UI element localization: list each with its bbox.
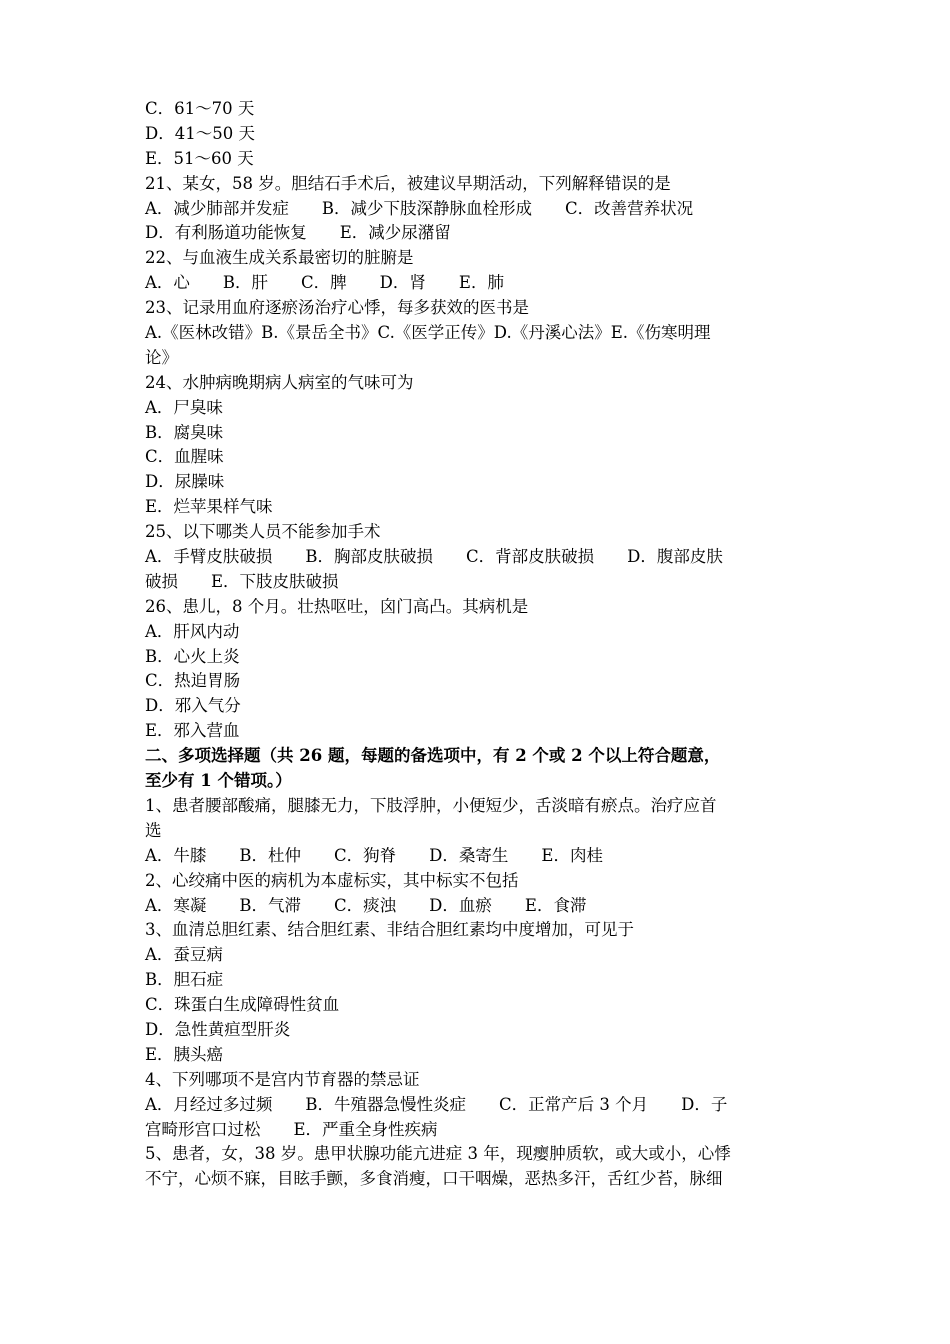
text-line: C．热迫胃肠 bbox=[145, 671, 241, 691]
text-line: A．牛膝 B．杜仲 C．狗脊 D．桑寄生 E．肉桂 bbox=[145, 845, 603, 865]
text-line: A．心 B．肝 C．脾 D．肾 E．肺 bbox=[145, 273, 504, 293]
text-line: 23、记录用血府逐瘀汤治疗心悸，每多获效的医书是 bbox=[145, 298, 529, 318]
text-line: D．急性黄疸型肝炎 bbox=[145, 1019, 291, 1039]
text-line: D．41～50 天 bbox=[145, 123, 255, 143]
text-line: E．胰头癌 bbox=[145, 1044, 224, 1064]
text-line: A．减少肺部并发症 B．减少下肢深静脉血栓形成 C．改善营养状况 bbox=[145, 198, 694, 218]
text-line: A．蚕豆病 bbox=[145, 945, 223, 965]
text-line: E．邪入营血 bbox=[145, 721, 240, 741]
text-line: 26、患儿，8 个月。壮热呕吐，囟门高凸。其病机是 bbox=[145, 596, 529, 616]
text-line: A．月经过多过频 B．牛殖器急慢性炎症 C．正常产后 3 个月 D．子 bbox=[145, 1094, 728, 1114]
text-line: E．烂苹果样气味 bbox=[145, 497, 273, 517]
text-line: 21、某女，58 岁。胆结石手术后，被建议早期活动，下列解释错误的是 bbox=[145, 173, 671, 193]
text-line: 4、下列哪项不是宫内节育器的禁忌证 bbox=[145, 1069, 420, 1089]
section-heading-line: 至少有 1 个错项。） bbox=[145, 771, 292, 791]
document-page bbox=[145, 97, 815, 1192]
text-line: A．寒凝 B．气滞 C．痰浊 D．血瘀 E．食滞 bbox=[145, 895, 587, 915]
text-line: A．尸臭味 bbox=[145, 397, 223, 417]
text-line: 选 bbox=[145, 820, 162, 840]
text-line: 破损 E．下肢皮肤破损 bbox=[145, 571, 339, 591]
text-line: 24、水肿病晚期病人病室的气味可为 bbox=[145, 372, 414, 392]
text-line: A．肝风内动 bbox=[145, 621, 240, 641]
text-line: C．珠蛋白生成障碍性贫血 bbox=[145, 995, 340, 1015]
text-line: 不宁，心烦不寐，目眩手颤，多食消瘦，口干咽燥，恶热多汗，舌红少苔，脉细 bbox=[145, 1169, 723, 1189]
text-line: B．腐臭味 bbox=[145, 422, 224, 442]
text-line: D．有利肠道功能恢复 E．减少尿潴留 bbox=[145, 223, 451, 243]
text-line: B．胆石症 bbox=[145, 970, 224, 990]
section-heading-line: 二、多项选择题（共 26 题，每题的备选项中，有 2 个或 2 个以上符合题意， bbox=[145, 746, 721, 766]
text-line: D．邪入气分 bbox=[145, 696, 241, 716]
text-line: B．心火上炎 bbox=[145, 646, 240, 666]
text-line: 1、患者腰部酸痛，腿膝无力，下肢浮肿，小便短少，舌淡暗有瘀点。治疗应首 bbox=[145, 795, 717, 815]
text-line: 22、与血液生成关系最密切的脏腑是 bbox=[145, 248, 414, 268]
text-line: A．手臂皮肤破损 B．胸部皮肤破损 C．背部皮肤破损 D．腹部皮肤 bbox=[145, 547, 723, 567]
text-line: 宫畸形宫口过松 E．严重全身性疾病 bbox=[145, 1119, 438, 1139]
text-line: 5、患者，女，38 岁。患甲状腺功能亢进症 3 年，现瘿肿质软，或大或小，心悸 bbox=[145, 1144, 731, 1164]
text-line: C．61～70 天 bbox=[145, 99, 255, 118]
text-line: 3、血清总胆红素、结合胆红素、非结合胆红素均中度增加，可见于 bbox=[145, 920, 634, 940]
text-line: D．尿臊味 bbox=[145, 472, 225, 492]
text-line: 2、心绞痛中医的病机为本虚标实，其中标实不包括 bbox=[145, 870, 519, 890]
text-line: A.《医林改错》B.《景岳全书》C.《医学正传》D.《丹溪心法》E.《伤寒明理 bbox=[145, 323, 711, 343]
text-line: 论》 bbox=[145, 347, 178, 367]
text-line: E．51～60 天 bbox=[145, 148, 254, 168]
text-line: 25、以下哪类人员不能参加手术 bbox=[145, 522, 381, 542]
text-line: C．血腥味 bbox=[145, 447, 224, 467]
